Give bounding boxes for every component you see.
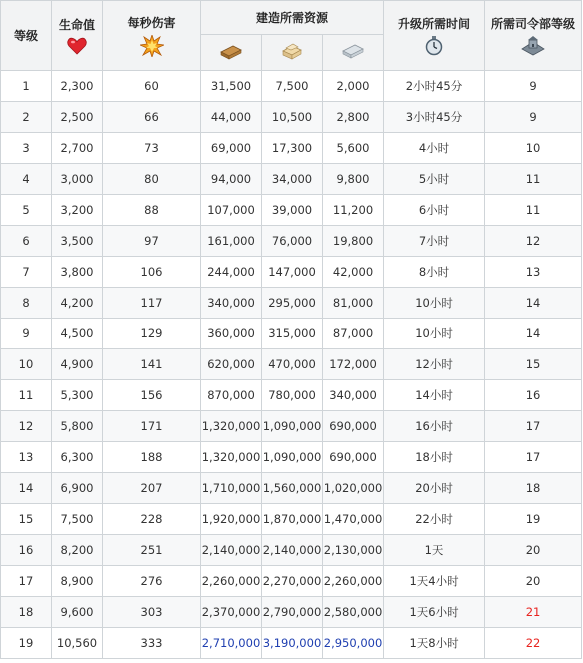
table-row xyxy=(1,71,582,102)
cell-stone: 315,000 xyxy=(262,318,323,349)
cell-iron: 81,000 xyxy=(323,287,384,318)
cell-level: 9 xyxy=(1,318,52,349)
header-hq: 所需司令部等级 xyxy=(485,1,582,71)
cell-stone: 1,090,000 xyxy=(262,442,323,473)
cell-dps: 97 xyxy=(103,225,201,256)
table-row xyxy=(1,225,582,256)
explosion-icon xyxy=(140,35,164,57)
cell-hp: 2,700 xyxy=(52,132,103,163)
cell-hq: 17 xyxy=(485,442,582,473)
cell-iron: 2,800 xyxy=(323,101,384,132)
cell-hp: 8,200 xyxy=(52,535,103,566)
cell-level: 19 xyxy=(1,627,52,658)
cell-hp: 8,900 xyxy=(52,566,103,597)
cell-wood: 2,260,000 xyxy=(201,566,262,597)
cell-level: 12 xyxy=(1,411,52,442)
table-row xyxy=(1,132,582,163)
cell-dps: 156 xyxy=(103,380,201,411)
heart-icon xyxy=(67,37,87,55)
cell-level: 2 xyxy=(1,101,52,132)
cell-hq: 15 xyxy=(485,349,582,380)
cell-iron: 2,000 xyxy=(323,71,384,102)
cell-hp: 2,300 xyxy=(52,71,103,102)
cell-wood: 340,000 xyxy=(201,287,262,318)
cell-stone: 7,500 xyxy=(262,71,323,102)
cell-level: 15 xyxy=(1,504,52,535)
cell-level: 13 xyxy=(1,442,52,473)
cell-wood: 1,320,000 xyxy=(201,442,262,473)
table-row xyxy=(1,504,582,535)
header-level: 等级 xyxy=(1,1,52,71)
cell-level: 6 xyxy=(1,225,52,256)
cell-stone: 2,790,000 xyxy=(262,596,323,627)
cell-dps: 207 xyxy=(103,473,201,504)
cell-hq: 11 xyxy=(485,163,582,194)
cell-iron: 19,800 xyxy=(323,225,384,256)
cell-level: 14 xyxy=(1,473,52,504)
cell-stone: 147,000 xyxy=(262,256,323,287)
header-wood xyxy=(201,35,262,71)
header-stone xyxy=(262,35,323,71)
table-body xyxy=(1,71,582,659)
cell-level: 1 xyxy=(1,71,52,102)
cell-iron: 11,200 xyxy=(323,194,384,225)
cell-dps: 129 xyxy=(103,318,201,349)
cell-stone: 17,300 xyxy=(262,132,323,163)
cell-hp: 3,800 xyxy=(52,256,103,287)
cell-dps: 171 xyxy=(103,411,201,442)
cell-time: 5小时 xyxy=(384,163,485,194)
table-row xyxy=(1,194,582,225)
cell-stone: 1,090,000 xyxy=(262,411,323,442)
table-row xyxy=(1,380,582,411)
table-row xyxy=(1,411,582,442)
cell-time: 2小时45分 xyxy=(384,71,485,102)
cell-hp: 4,500 xyxy=(52,318,103,349)
cell-hq: 9 xyxy=(485,71,582,102)
cell-stone: 1,870,000 xyxy=(262,504,323,535)
cell-level: 18 xyxy=(1,596,52,627)
cell-stone: 3,190,000 xyxy=(262,627,323,658)
table-row xyxy=(1,535,582,566)
cell-stone: 76,000 xyxy=(262,225,323,256)
cell-dps: 60 xyxy=(103,71,201,102)
cell-hp: 5,800 xyxy=(52,411,103,442)
cell-hp: 4,900 xyxy=(52,349,103,380)
cell-time: 1天8小时 xyxy=(384,627,485,658)
table-row xyxy=(1,256,582,287)
cell-hp: 6,900 xyxy=(52,473,103,504)
header-hp: 生命值 xyxy=(52,1,103,71)
cell-hq: 13 xyxy=(485,256,582,287)
cell-stone: 780,000 xyxy=(262,380,323,411)
cell-hq: 10 xyxy=(485,132,582,163)
table-row xyxy=(1,473,582,504)
cell-hq: 11 xyxy=(485,194,582,225)
cell-iron: 690,000 xyxy=(323,442,384,473)
headquarters-icon xyxy=(520,36,546,56)
cell-wood: 44,000 xyxy=(201,101,262,132)
cell-time: 1天4小时 xyxy=(384,566,485,597)
cell-dps: 303 xyxy=(103,596,201,627)
header-dps: 每秒伤害 xyxy=(103,1,201,71)
cell-hp: 9,600 xyxy=(52,596,103,627)
cell-level: 7 xyxy=(1,256,52,287)
cell-level: 17 xyxy=(1,566,52,597)
cell-dps: 80 xyxy=(103,163,201,194)
table-row xyxy=(1,442,582,473)
cell-iron: 2,130,000 xyxy=(323,535,384,566)
cell-iron: 2,580,000 xyxy=(323,596,384,627)
cell-level: 16 xyxy=(1,535,52,566)
stopwatch-icon xyxy=(425,36,443,56)
table-row xyxy=(1,101,582,132)
cell-wood: 2,370,000 xyxy=(201,596,262,627)
cell-hq: 14 xyxy=(485,287,582,318)
cell-dps: 276 xyxy=(103,566,201,597)
table-row xyxy=(1,596,582,627)
table-row xyxy=(1,627,582,658)
cell-dps: 228 xyxy=(103,504,201,535)
cell-hq: 9 xyxy=(485,101,582,132)
cell-iron: 42,000 xyxy=(323,256,384,287)
cell-dps: 73 xyxy=(103,132,201,163)
cell-hp: 5,300 xyxy=(52,380,103,411)
cell-time: 3小时45分 xyxy=(384,101,485,132)
cell-time: 7小时 xyxy=(384,225,485,256)
cell-hp: 6,300 xyxy=(52,442,103,473)
cell-dps: 117 xyxy=(103,287,201,318)
header-iron xyxy=(323,35,384,71)
cell-iron: 340,000 xyxy=(323,380,384,411)
cell-stone: 2,140,000 xyxy=(262,535,323,566)
cell-hq: 20 xyxy=(485,535,582,566)
cell-time: 20小时 xyxy=(384,473,485,504)
cell-hp: 3,000 xyxy=(52,163,103,194)
cell-dps: 106 xyxy=(103,256,201,287)
cell-hq: 20 xyxy=(485,566,582,597)
cell-dps: 66 xyxy=(103,101,201,132)
cell-iron: 1,020,000 xyxy=(323,473,384,504)
cell-wood: 107,000 xyxy=(201,194,262,225)
cell-wood: 2,140,000 xyxy=(201,535,262,566)
cell-wood: 620,000 xyxy=(201,349,262,380)
table-row xyxy=(1,318,582,349)
cell-hq: 22 xyxy=(485,627,582,658)
cell-wood: 870,000 xyxy=(201,380,262,411)
cell-time: 12小时 xyxy=(384,349,485,380)
stone-icon xyxy=(280,42,304,60)
cell-stone: 1,560,000 xyxy=(262,473,323,504)
cell-iron: 690,000 xyxy=(323,411,384,442)
cell-time: 10小时 xyxy=(384,287,485,318)
cell-level: 4 xyxy=(1,163,52,194)
cell-hp: 7,500 xyxy=(52,504,103,535)
cell-wood: 1,920,000 xyxy=(201,504,262,535)
cell-wood: 31,500 xyxy=(201,71,262,102)
cell-hq: 14 xyxy=(485,318,582,349)
cell-hp: 4,200 xyxy=(52,287,103,318)
cell-hp: 10,560 xyxy=(52,627,103,658)
cell-hq: 18 xyxy=(485,473,582,504)
cell-level: 11 xyxy=(1,380,52,411)
cell-hq: 16 xyxy=(485,380,582,411)
cell-hp: 3,500 xyxy=(52,225,103,256)
cell-time: 4小时 xyxy=(384,132,485,163)
cell-hq: 19 xyxy=(485,504,582,535)
cell-time: 10小时 xyxy=(384,318,485,349)
cell-level: 8 xyxy=(1,287,52,318)
cell-iron: 5,600 xyxy=(323,132,384,163)
cell-iron: 172,000 xyxy=(323,349,384,380)
header-row xyxy=(1,1,582,35)
cell-time: 8小时 xyxy=(384,256,485,287)
cell-wood: 1,710,000 xyxy=(201,473,262,504)
cell-wood: 360,000 xyxy=(201,318,262,349)
cell-iron: 2,260,000 xyxy=(323,566,384,597)
cell-time: 22小时 xyxy=(384,504,485,535)
cell-dps: 188 xyxy=(103,442,201,473)
cell-hp: 2,500 xyxy=(52,101,103,132)
cell-wood: 94,000 xyxy=(201,163,262,194)
cell-time: 18小时 xyxy=(384,442,485,473)
cell-dps: 88 xyxy=(103,194,201,225)
cell-level: 10 xyxy=(1,349,52,380)
cell-time: 6小时 xyxy=(384,194,485,225)
table-row xyxy=(1,566,582,597)
cell-stone: 10,500 xyxy=(262,101,323,132)
cell-stone: 295,000 xyxy=(262,287,323,318)
cell-wood: 161,000 xyxy=(201,225,262,256)
table-row xyxy=(1,163,582,194)
cell-level: 5 xyxy=(1,194,52,225)
cell-hq: 12 xyxy=(485,225,582,256)
table-row xyxy=(1,349,582,380)
cell-wood: 244,000 xyxy=(201,256,262,287)
cell-time: 14小时 xyxy=(384,380,485,411)
cell-time: 1天 xyxy=(384,535,485,566)
cell-stone: 34,000 xyxy=(262,163,323,194)
cell-dps: 333 xyxy=(103,627,201,658)
cell-level: 3 xyxy=(1,132,52,163)
cell-hq: 21 xyxy=(485,596,582,627)
cell-iron: 87,000 xyxy=(323,318,384,349)
cell-stone: 470,000 xyxy=(262,349,323,380)
header-time: 升级所需时间 xyxy=(384,1,485,71)
cell-dps: 141 xyxy=(103,349,201,380)
iron-icon xyxy=(340,42,366,60)
cell-wood: 1,320,000 xyxy=(201,411,262,442)
cell-stone: 39,000 xyxy=(262,194,323,225)
cell-stone: 2,270,000 xyxy=(262,566,323,597)
cell-hp: 3,200 xyxy=(52,194,103,225)
header-resources: 建造所需资源 xyxy=(201,1,384,35)
cell-hq: 17 xyxy=(485,411,582,442)
cell-iron: 9,800 xyxy=(323,163,384,194)
cell-iron: 1,470,000 xyxy=(323,504,384,535)
cell-wood: 2,710,000 xyxy=(201,627,262,658)
cell-time: 1天6小时 xyxy=(384,596,485,627)
cell-wood: 69,000 xyxy=(201,132,262,163)
cell-dps: 251 xyxy=(103,535,201,566)
cell-time: 16小时 xyxy=(384,411,485,442)
cell-iron: 2,950,000 xyxy=(323,627,384,658)
wood-icon xyxy=(219,42,243,60)
table-row xyxy=(1,287,582,318)
